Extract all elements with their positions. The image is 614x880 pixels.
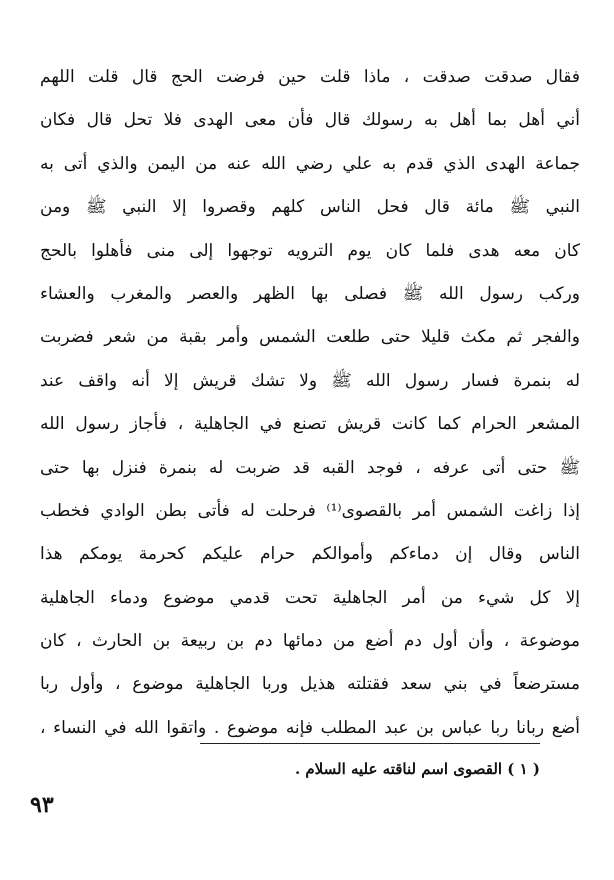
text-line: أني أهل بما أهل به رسولك قال فأن معى الهدى فلا تحل قال فكان bbox=[40, 110, 580, 131]
text-line: ﷺ حتى أتى عرفه ، فوجد القبه قد ضربت له بنمرة فنزل بها حتى bbox=[40, 457, 580, 478]
text-line: الناس وقال إن دماءكم وأموالكم حرام عليكم كحرمة يومكم هذا bbox=[40, 544, 580, 565]
text-line: وركب رسول الله ﷺ فصلى بها الظهر والعصر والمغرب والعشاء bbox=[40, 283, 580, 304]
text-line: مسترضعاً في بني سعد فقتلته هذيل وربا الجاهلية موضوع ، وأول ربا bbox=[40, 674, 580, 695]
footnote: ( ١ ) القصوى اسم لناقته عليه السلام . bbox=[294, 760, 540, 778]
text-line: له بنمرة فسار رسول الله ﷺ ولا تشك قريش إلا أنه واقف عند bbox=[40, 370, 580, 391]
text-line: النبي ﷺ مائة قال فحل الناس كلهم وقصروا إلا النبي ﷺ ومن bbox=[40, 197, 580, 218]
text-line: إذا زاغت الشمس أمر بالقصوى⁽¹⁾ فرحلت له فأتى بطن الوادي فخطب bbox=[40, 500, 580, 521]
page-number: ٩٣ bbox=[30, 792, 54, 818]
text-line: إلا كل شيء من أمر الجاهلية تحت قدمي موضوع ودماء الجاهلية bbox=[40, 587, 580, 608]
text-line: جماعة الهدى الذي قدم به علي رضي الله عنه من اليمن والذي أتى به bbox=[40, 153, 580, 174]
text-line: موضوعة ، وأن أول دم أضع من دمائها دم بن ربيعة بن الحارث ، كان bbox=[40, 631, 580, 652]
text-line: أضع ربانا ربا عباس بن عبد المطلب فإنه موضوع . واتقوا الله في النساء ، bbox=[40, 717, 580, 738]
text-line: والفجر ثم مكث قليلا حتى طلعت الشمس وأمر بقبة من شعر فضربت bbox=[40, 327, 580, 348]
text-line: كان معه هدى فلما كان يوم الترويه توجهوا إلى منى فأهلوا بالحج bbox=[40, 240, 580, 261]
footnote-separator bbox=[200, 743, 540, 744]
text-line: المشعر الحرام كما كانت قريش تصنع في الجاهلية ، فأجاز رسول الله bbox=[40, 414, 580, 435]
body-text bbox=[40, 56, 580, 750]
text-line: فقال صدقت صدقت ، ماذا قلت حين فرضت الحج قال قلت اللهم bbox=[40, 67, 580, 87]
